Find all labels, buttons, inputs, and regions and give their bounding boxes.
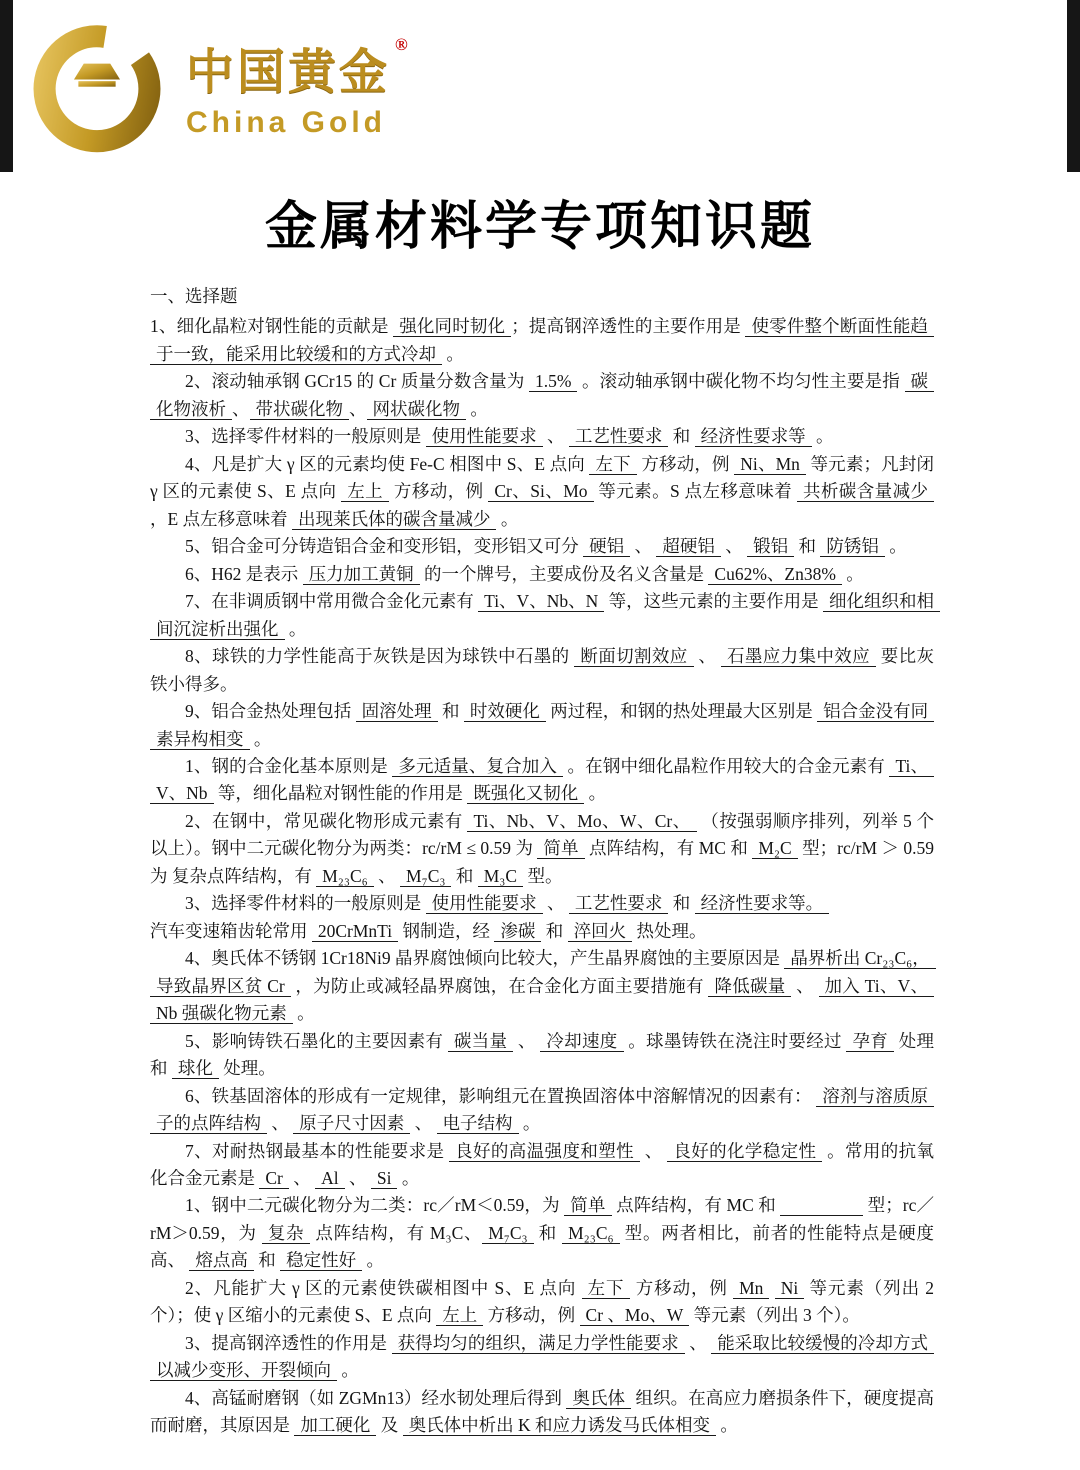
question-text: 点阵结构，有 MC 和 (584, 838, 753, 859)
answer-blank: 工艺性要求 (569, 426, 669, 447)
question-item (150, 561, 934, 588)
question-item (150, 588, 934, 643)
question-text: 、 (639, 1140, 668, 1161)
answer-blank: 溶剂与溶质原子的点阵结构 (150, 1086, 934, 1134)
question-text: 和 (668, 426, 695, 447)
answer-blank: 获得均匀的组织，满足力学性能要求 (392, 1333, 685, 1354)
answer-blank: 压力加工黄铜 (303, 564, 420, 585)
answer-blank: M₂₃C₆ (316, 866, 374, 887)
answer-blank: Ni、Mn (734, 454, 806, 475)
question-text: 和 (668, 893, 695, 914)
question-text: 、 (693, 646, 721, 667)
question-item (150, 1083, 934, 1138)
answer-blank: 简单 (564, 1195, 611, 1216)
answer-blank: 经济性要求等。 (695, 893, 830, 914)
question-text: 型；rc/rM ＞ 0.59 为 复杂点阵结构，有 (150, 838, 939, 886)
answer-blank: 球化 (172, 1058, 219, 1079)
answer-blank: 碳当量 (448, 1031, 513, 1052)
question-text: 6、铁基固溶体的形成有一定规律，影响组元在置换固溶体中溶解情况的因素有： (185, 1085, 817, 1106)
answer-blank: 20CrMnTi (312, 921, 398, 942)
question-text: 。 (496, 508, 519, 529)
answer-blank: 细化组织和相间沉淀析出强化 (150, 591, 940, 639)
brand-logo (0, 0, 1080, 158)
question-text: 。 (442, 343, 464, 364)
photo-edge-left (0, 0, 13, 172)
question-item (150, 313, 934, 368)
answer-blank: 使零件整个断面性能趋于一致，能采用比较缓和的方式冷却 (150, 316, 934, 364)
question-item (150, 1385, 934, 1440)
question-text: 和 (451, 865, 478, 886)
question-text: 组织。在高应力磨损条件下，硬度提高而耐磨，其原因是 (150, 1387, 935, 1436)
question-text: 等，这些元素的主要作用是 (604, 591, 823, 612)
question-sheet (0, 283, 1080, 1470)
question-item (150, 451, 939, 533)
question-text: 5、影响铸铁石墨化的主要因素有 (185, 1030, 448, 1051)
answer-blank: 超硬铝 (656, 536, 721, 557)
answer-blank: Al (315, 1168, 345, 1189)
answer-blank: 硬铝 (583, 536, 630, 557)
question-text: 和 (533, 1222, 563, 1243)
answer-blank: 既强化又韧化 (467, 783, 584, 804)
question-text: 3、选择零件材料的一般原则是 (185, 893, 426, 914)
answer-blank: 降低碳量 (708, 976, 791, 997)
question-text: 要比灰铁小得多。 (150, 646, 935, 694)
question-list (150, 313, 939, 1439)
question-text: 6、H62 是表示 (185, 563, 303, 584)
answer-blank: 使用性能要求 (426, 426, 543, 447)
question-text: 、 (720, 536, 748, 557)
answer-blank: 带状碳化物 (250, 399, 350, 420)
question-item (150, 1275, 939, 1330)
question-text: ；提高钢淬透性的主要作用是 (511, 316, 746, 337)
question-text: 。 (397, 1168, 420, 1188)
question-text: 。 (584, 783, 607, 804)
answer-blank: 出现莱氏体的碳含量减少 (292, 509, 497, 530)
answer-blank: Ti、V、Nb (150, 756, 934, 804)
question-text: 、 (684, 1332, 712, 1353)
question-text: 。 (466, 398, 488, 419)
section-heading: 一、选择题 (150, 286, 238, 306)
question-text: 4、奥氏体不锈钢 1Cr18Ni9 晶界腐蚀倾向比较大，产生晶界腐蚀的主要原因是 (185, 948, 785, 969)
question-text: 点阵结构，有 MC 和 (611, 1195, 781, 1216)
question-text: 方移动，例 (483, 1305, 580, 1326)
brand-name-cn: 中国黄金 (186, 45, 391, 99)
answer-blank: 简单 (537, 838, 584, 859)
question-text: 和 (794, 536, 821, 557)
question-text: 、 (232, 398, 250, 419)
question-text: 等元素；凡封闭 γ 区的元素使 S、E 点向 (150, 453, 939, 502)
question-text: 。滚动轴承钢中碳化物不均匀性主要是指 (577, 371, 905, 392)
answer-blank: 网状碳化物 (367, 399, 467, 420)
question-text: 、 (288, 1168, 316, 1188)
question-text: 、 (349, 398, 367, 419)
answer-blank: 左上 (436, 1305, 483, 1326)
answer-blank: 冷却速度 (540, 1031, 623, 1052)
question-text: 、 (542, 893, 569, 914)
answer-blank: Mn (733, 1278, 769, 1299)
question-text: ，E 点左移意味着 (150, 481, 939, 529)
question-text: 处理和 (150, 1030, 935, 1079)
question-item (150, 1138, 934, 1193)
question-text: 。常用的抗氧化合金元素是 (150, 1140, 935, 1188)
answer-blank: 孕育 (846, 1031, 894, 1052)
question-text: 。 (811, 426, 834, 447)
answer-blank: 电子结构 (437, 1113, 519, 1134)
answer-blank: 碳化物液析 (150, 371, 934, 419)
question-text: 2、滚动轴承钢 GCr15 的 Cr 质量分数含量为 (185, 371, 530, 392)
question-text: 和 (541, 920, 568, 941)
answer-blank: 强化同时韧化 (393, 316, 511, 337)
answer-blank: 原子尺寸因素 (293, 1113, 410, 1134)
brand-text-block (186, 33, 408, 140)
question-item (150, 890, 934, 917)
question-text: 、 (410, 1113, 437, 1134)
answer-blank: 多元适量、复合加入 (392, 756, 563, 777)
question-text (769, 1278, 774, 1298)
answer-blank: 铝合金没有同素异构相变 (150, 701, 934, 749)
answer-blank: Cr 、Mo、W (580, 1305, 690, 1326)
answer-blank: Cr、Si、Mo (488, 481, 593, 502)
question-text: 3、提高钢淬透性的作用是 (185, 1332, 392, 1353)
question-item (150, 1192, 934, 1274)
question-text: 方移动，例 (389, 481, 489, 502)
answer-blank: Ni (775, 1278, 805, 1299)
answer-blank: 防锈铝 (820, 536, 885, 557)
answer-blank: 时效硬化 (464, 701, 546, 722)
question-text: 2、凡能扩大 γ 区的元素使铁碳相图中 S、E 点向 (185, 1277, 582, 1298)
question-text: 的一个牌号，主要成份及名义含量是 (419, 563, 709, 584)
question-item (150, 753, 934, 808)
question-item (150, 423, 934, 450)
question-text: 方移动，例 (630, 1277, 734, 1298)
answer-blank: 良好的高温强度和塑性 (449, 1141, 640, 1162)
answer-blank: 1.5% (529, 371, 577, 392)
question-text: 3、选择零件材料的一般原则是 (185, 426, 426, 447)
question-text: 5、铝合金可分铸造铝合金和变形铝，变形铝又可分 (185, 536, 584, 557)
china-gold-emblem-icon (28, 17, 166, 155)
answer-blank: 共析碳含量减少 (797, 481, 934, 502)
question-text: 。在钢中细化晶粒作用较大的合金元素有 (563, 755, 890, 776)
question-text: 。 (292, 1003, 315, 1024)
question-text: 和 (437, 701, 464, 722)
answer-blank: 断面切割效应 (574, 646, 693, 667)
answer-blank: 熔点高 (189, 1250, 254, 1271)
answer-blank (780, 1195, 863, 1216)
question-text: 4、高锰耐磨钢（如 ZGMn13）经水韧处理后得到 (185, 1387, 567, 1408)
question-item (150, 1330, 934, 1385)
answer-blank: 经济性要求等 (695, 426, 812, 447)
question-text: 8、球铁的力学性能高于灰铁是因为球铁中石墨的 (185, 646, 575, 667)
question-item (150, 698, 934, 753)
question-text: 。 (284, 618, 307, 639)
answer-blank: 晶界析出 Cr₂₃C₆，导致晶界区贫 Cr (150, 948, 936, 996)
answer-blank: Ti、Nb、V、Mo、W、Cr、 (467, 811, 696, 832)
answer-blank: M₇C₃ (400, 866, 451, 887)
question-item (150, 945, 934, 1027)
question-text: 7、在非调质钢中常用微合金化元素有 (185, 591, 479, 612)
answer-blank: Si (371, 1168, 398, 1189)
question-text: 、 (542, 426, 569, 447)
question-text: 1、钢中二元碳化物分为二类：rc／rM＜0.59，为 (185, 1195, 565, 1216)
question-text: 型。 (523, 865, 563, 886)
question-item (150, 533, 934, 560)
question-text: 热处理。 (632, 920, 707, 941)
question-text: 型。两者相比，前者的性能特点是硬度高、 (150, 1222, 934, 1271)
question-text: 。 (362, 1250, 384, 1271)
question-text: 1、细化晶粒对钢性能的贡献是 (150, 316, 394, 337)
question-text: 等元素（列出 3 个）。 (689, 1305, 860, 1326)
answer-blank: 奥氏体 (566, 1388, 631, 1409)
brand-name-en: China Gold (186, 105, 386, 139)
photo-edge-right (1067, 0, 1080, 172)
question-text: 、 (344, 1168, 371, 1188)
answer-blank: 左上 (341, 481, 389, 502)
question-text: 汽车变速箱齿轮常用 (150, 920, 312, 941)
answer-blank: 石墨应力集中效应 (721, 646, 876, 667)
answer-blank: M₂₃C₆ (562, 1223, 620, 1244)
answer-blank: 左下 (589, 454, 636, 475)
question-text: 点阵结构，有 M₃C、 (310, 1222, 483, 1243)
question-text: 。 (884, 536, 907, 557)
answer-blank: Cu62%、Zn38% (708, 564, 842, 585)
answer-blank: 稳定性好 (280, 1250, 362, 1271)
question-text: 。 (337, 1360, 359, 1381)
answer-blank: 锻铝 (747, 536, 794, 557)
question-text: 处理。 (218, 1058, 276, 1079)
question-text: 、 (791, 975, 819, 996)
question-text: 和 (253, 1250, 281, 1271)
answer-blank: M₃C (478, 866, 523, 887)
answer-blank: 能采取比较缓慢的冷却方式以减少变形、开裂倾向 (150, 1333, 934, 1381)
question-item (150, 918, 934, 945)
answer-blank: 良好的化学稳定性 (667, 1141, 822, 1162)
answer-blank: 复杂 (262, 1223, 310, 1244)
question-text: 两过程，和钢的热处理最大区别是 (545, 701, 818, 722)
question-text: 7、对耐热钢最基本的性能要求是 (185, 1140, 450, 1161)
question-text: 。 (841, 563, 864, 584)
question-text: 1、钢的合金化基本原则是 (185, 755, 393, 776)
question-text: 、 (267, 1113, 294, 1134)
question-text: 方移动，例 (636, 453, 735, 474)
question-text: 钢制造，经 (398, 920, 495, 941)
answer-blank: 工艺性要求 (569, 893, 669, 914)
answer-blank: 固溶处理 (356, 701, 438, 722)
question-item (150, 1028, 934, 1083)
answer-blank: 使用性能要求 (426, 893, 543, 914)
question-text: 等元素（列出 2 个）；使 γ 区缩小的元素使 S、E 点向 (150, 1277, 939, 1326)
question-text: 。球墨铸铁在浇注时要经过 (623, 1030, 847, 1051)
answer-blank: 淬回火 (568, 921, 633, 942)
question-item (150, 808, 939, 890)
question-text: 、 (630, 536, 657, 557)
question-text: 及 (376, 1415, 403, 1436)
question-text: 型；rc／rM＞0.59，为 (150, 1195, 935, 1243)
question-item (150, 368, 934, 423)
answer-blank: M₇C₃ (482, 1223, 533, 1244)
answer-blank: 左下 (582, 1278, 631, 1299)
question-text: 4、凡是扩大 γ 区的元素均使 Fe-C 相图中 S、E 点向 (185, 453, 590, 474)
answer-blank: M₂C (752, 838, 797, 859)
page-title: 金属材料学专项知识题 (264, 198, 815, 256)
question-item (150, 643, 934, 698)
question-text: 、 (513, 1030, 541, 1051)
answer-blank: Cr (259, 1168, 289, 1189)
answer-blank: 渗碳 (494, 921, 541, 942)
answer-blank: 加工硬化 (294, 1415, 376, 1436)
question-text: 等，细化晶粒对钢性能的作用是 (213, 783, 468, 804)
answer-blank: 奥氏体中析出 K 和应力诱发马氏体相变 (403, 1415, 716, 1436)
registered-mark: ® (395, 34, 408, 54)
question-text: 。 (716, 1415, 738, 1436)
answer-blank: 加入 Ti、V、Nb 强碳化物元素 (150, 976, 934, 1024)
question-text: 。 (518, 1113, 541, 1134)
question-text: 2、在钢中，常见碳化物形成元素有 (185, 810, 468, 831)
question-text: 9、铝合金热处理包括 (185, 701, 356, 722)
question-text: ，为防止或减轻晶界腐蚀，在合金化方面主要措施有 (290, 975, 709, 996)
answer-blank: Ti、V、Nb、N (478, 591, 604, 612)
question-text: 、 (373, 865, 401, 886)
question-text: 。 (249, 728, 272, 749)
question-text: 等元素。S 点左移意味着 (593, 481, 797, 502)
question-text: （按强弱顺序排列，列举 5 个以上）。钢中二元碳化物分为两类：rc/rM ≤ 0.59 为 (150, 810, 935, 859)
